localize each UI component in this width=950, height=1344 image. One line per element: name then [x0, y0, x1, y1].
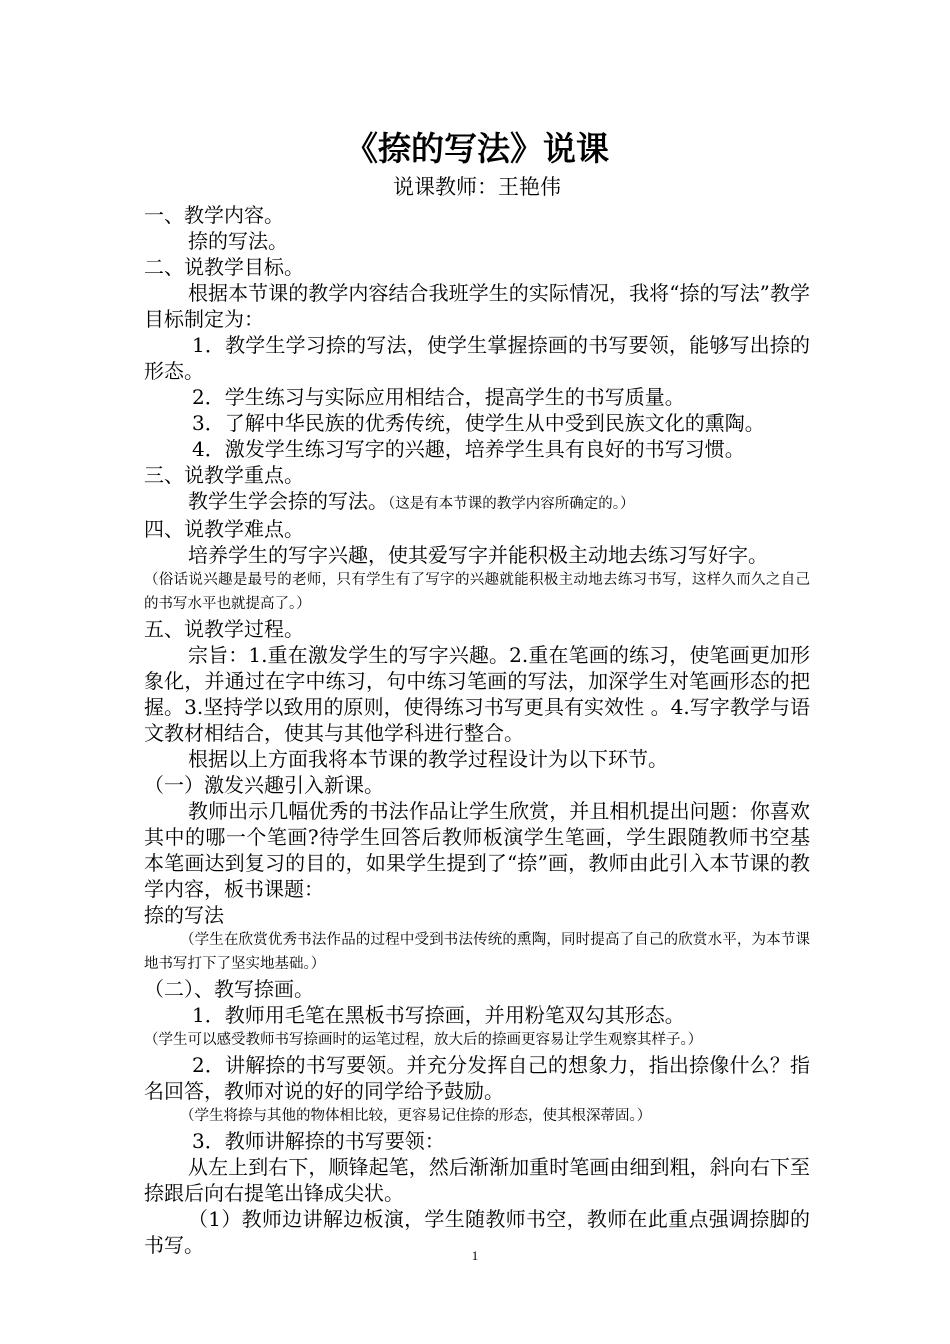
step-2-item-3-text: 从左上到右下，顺锋起笔，然后渐渐加重时笔画由细到粗，斜向右下至捺跟后向右提笔出锋成尖状。	[144, 1155, 810, 1205]
step-2-heading: （二）、教写捺画。	[144, 977, 314, 1001]
difficulty-text: 培养学生的写字兴趣，使其爱写字并能积极主动地去练习写好字。	[188, 543, 768, 567]
step-2-note-1: （学生可以感受教师书写捺画时的运笔过程，放大后的捺画更容易让学生观察其样子。）	[144, 1032, 703, 1048]
process-aim: 宗旨：1.重在激发学生的写字兴趣。2.重在笔画的练习，使笔画更加形象化，并通过在字中练习，句中练习笔画的写法，加深学生对笔画形态的把握。3.坚持学以致用的原则，使得练习书写更具有实效性 。4.写字教学与语文教材相结合，使其与其他学科进行整合。	[144, 643, 810, 745]
step-2-item-2: 2．讲解捺的书写要领。并充分发挥自己的想象力，指出捺像什么？指名回答，教师对说的好的同学给予鼓励。	[144, 1053, 810, 1103]
section-heading-difficulty: 四、说教学难点。	[144, 517, 304, 541]
goal-1: 1．教学生学习捺的写法，使学生掌握捺画的书写要领，能够写出捺的形态。	[144, 333, 810, 383]
step-1-heading: （一）激发兴趣引入新课。	[144, 773, 384, 797]
document-title: 《捺的写法》说课	[345, 129, 609, 168]
goals-intro: 根据本节课的教学内容结合我班学生的实际情况，我将“捺的写法”教学目标制定为：	[144, 281, 810, 331]
step-1-note: （学生在欣赏优秀书法作品的过程中受到书法传统的熏陶，同时提高了自己的欣赏水平，为本节课地书写打下了坚实地基础。）	[144, 932, 810, 972]
lesson-topic: 捺的写法	[144, 903, 224, 927]
document-subtitle: 说课教师：王艳伟	[393, 175, 561, 199]
goal-3: 3．了解中华民族的优秀传统，使学生从中受到民族文化的熏陶。	[192, 411, 765, 435]
section-heading-content: 一、教学内容。	[144, 203, 284, 227]
goal-4: 4．激发学生练习写字的兴趣，培养学生具有良好的书写习惯。	[192, 437, 745, 461]
key-point-main: 教学生学会捺的写法。	[188, 489, 388, 513]
step-2-note-2: （学生将捺与其他的物体相比较，更容易记住捺的形态，使其根深蒂固。）	[180, 1108, 652, 1124]
goal-2: 2．学生练习与实际应用相结合，提高学生的书写质量。	[192, 385, 685, 409]
document-page	[144, 124, 810, 1258]
key-point-text	[144, 488, 810, 516]
page-number: 1	[471, 1248, 479, 1263]
step-2-item-3: 3．教师讲解捺的书写要领：	[192, 1129, 445, 1153]
step-1-text: 教师出示几幅优秀的书法作品让学生欣赏，并且相机提出问题：你喜欢其中的哪一个笔画?待学生回答后教师板演学生笔画，学生跟随教师书空基本笔画达到复习的目的，如果学生提到了“捺”画，教师由此引入本节课的教学内容，板书课题：	[144, 799, 810, 901]
process-intro: 根据以上方面我将本节课的教学过程设计为以下环节。	[188, 747, 668, 771]
section-heading-process: 五、说教学过程。	[144, 617, 304, 641]
section-heading-goals: 二、说教学目标。	[144, 255, 304, 279]
key-point-note: （这是有本节课的教学内容所确定的。）	[388, 496, 635, 512]
step-2-item-1: 1．教师用毛笔在黑板书写捺画，并用粉笔双勾其形态。	[192, 1003, 685, 1027]
step-2-sub-1: （1）教师边讲解边板演，学生随教师书空，教师在此重点强调捺脚的书写。	[144, 1207, 810, 1257]
content-text: 捺的写法。	[188, 229, 288, 253]
section-heading-key-point: 三、说教学重点。	[144, 463, 304, 487]
difficulty-note: （俗话说兴趣是最号的老师，只有学生有了写字的兴趣就能积极主动地去练习书写，这样久而久之自己的书写水平也就提高了。）	[144, 572, 810, 612]
